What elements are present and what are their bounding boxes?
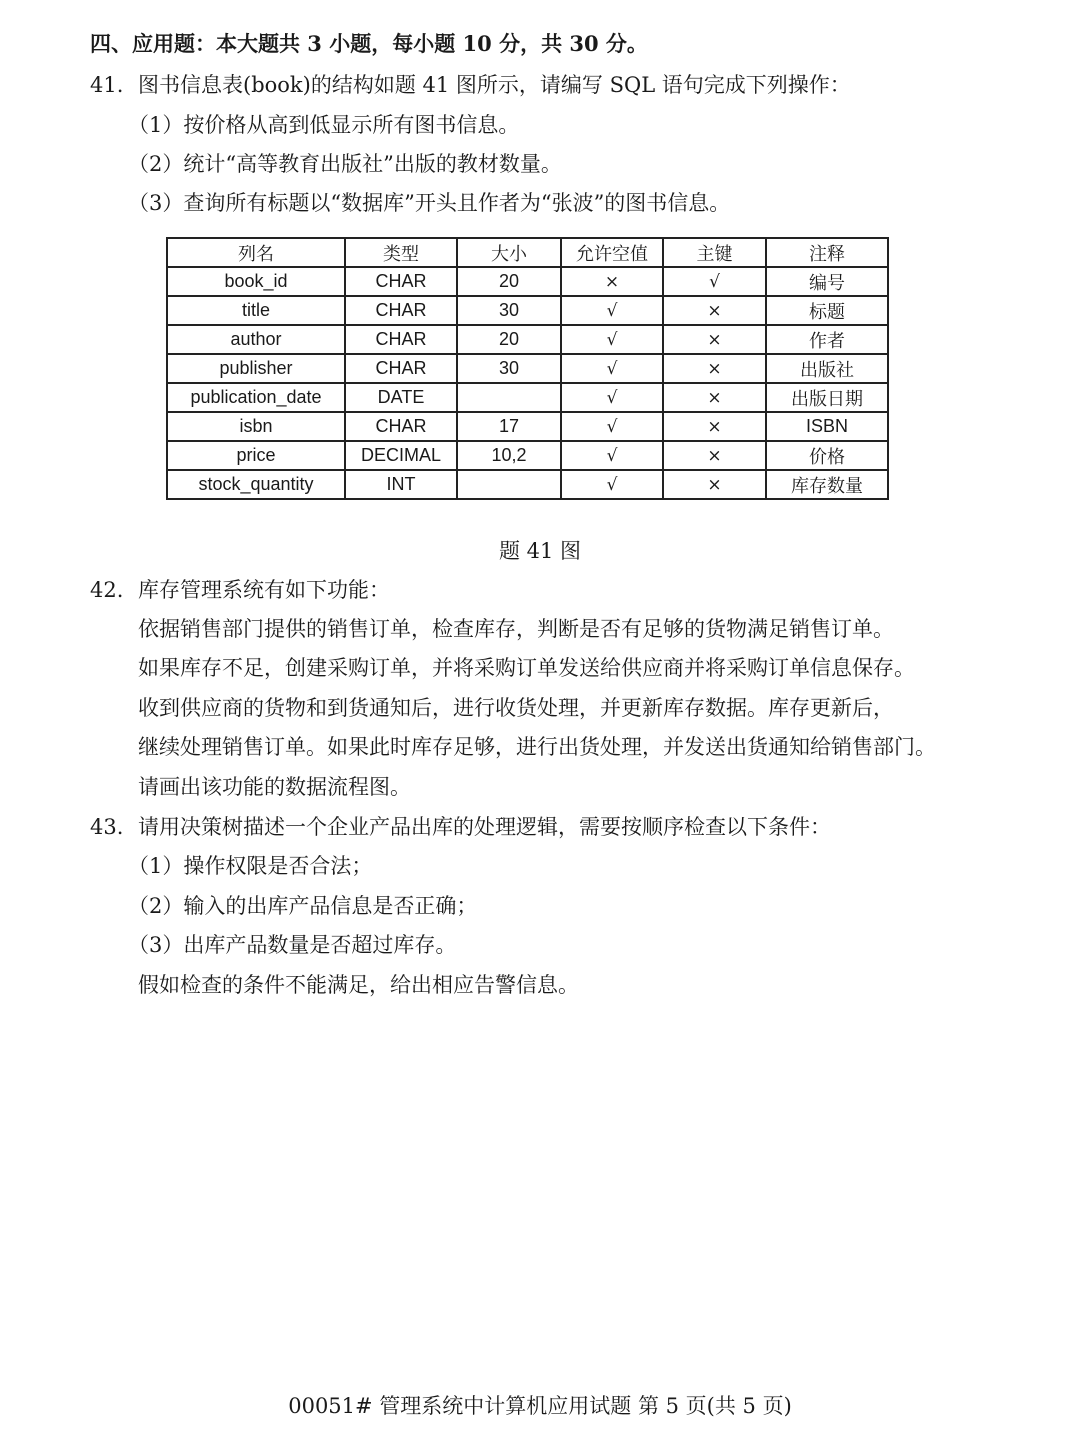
header-primary-key: 主键 — [663, 238, 766, 267]
table-row — [167, 383, 888, 412]
q42-paragraph-line: 继续处理销售订单。如果此时库存足够，进行出货处理，并发送出货通知给销售部门。 — [138, 735, 936, 759]
cell-comment: ISBN — [766, 412, 888, 441]
cell-type: CHAR — [345, 296, 457, 325]
cell-primary-key: × — [663, 383, 766, 412]
cell-primary-key: × — [663, 470, 766, 499]
cell-type: CHAR — [345, 267, 457, 296]
q42-stem: 库存管理系统有如下功能： — [138, 578, 390, 602]
cell-size: 17 — [457, 412, 561, 441]
cell-primary-key: × — [663, 412, 766, 441]
table-row — [167, 325, 888, 354]
header-comment: 注释 — [766, 238, 888, 267]
cell-comment: 标题 — [766, 296, 888, 325]
cell-size: 30 — [457, 354, 561, 383]
cell-size — [457, 470, 561, 499]
cell-type: INT — [345, 470, 457, 499]
cell-size: 20 — [457, 267, 561, 296]
q41-number: 41. — [90, 73, 124, 97]
cell-comment: 出版社 — [766, 354, 888, 383]
cell-column-name: author — [167, 325, 345, 354]
q43-item-3: （3）出库产品数量是否超过库存。 — [128, 933, 457, 957]
cell-column-name: isbn — [167, 412, 345, 441]
table-header-row — [167, 238, 888, 267]
cell-column-name: publication_date — [167, 383, 345, 412]
table-row — [167, 470, 888, 499]
q43-item-2: （2）输入的出库产品信息是否正确； — [128, 894, 478, 918]
cell-primary-key: × — [663, 441, 766, 470]
q41-item-2: （2）统计“高等教育出版社”出版的教材数量。 — [128, 152, 562, 176]
q43-number: 43. — [90, 815, 124, 839]
q42-paragraph-line: 请画出该功能的数据流程图。 — [138, 775, 411, 799]
table-row — [167, 441, 888, 470]
cell-nullable: √ — [561, 412, 663, 441]
q42-number: 42. — [90, 578, 124, 602]
q43-item-1: （1）操作权限是否合法； — [128, 854, 373, 878]
cell-type: CHAR — [345, 325, 457, 354]
table-row — [167, 412, 888, 441]
cell-nullable: √ — [561, 441, 663, 470]
cell-nullable: √ — [561, 325, 663, 354]
header-nullable: 允许空值 — [561, 238, 663, 267]
cell-nullable: √ — [561, 383, 663, 412]
cell-primary-key: × — [663, 325, 766, 354]
cell-size: 30 — [457, 296, 561, 325]
q41-item-1: （1）按价格从高到低显示所有图书信息。 — [128, 113, 520, 137]
q42-paragraph-line: 如果库存不足，创建采购订单，并将采购订单发送给供应商并将采购订单信息保存。 — [138, 656, 915, 680]
table-row — [167, 354, 888, 383]
q42-paragraph-line: 收到供应商的货物和到货通知后，进行收货处理，并更新库存数据。库存更新后， — [138, 696, 894, 720]
cell-size — [457, 383, 561, 412]
table-row — [167, 296, 888, 325]
header-size: 大小 — [457, 238, 561, 267]
cell-primary-key: × — [663, 296, 766, 325]
cell-column-name: stock_quantity — [167, 470, 345, 499]
cell-comment: 价格 — [766, 441, 888, 470]
cell-column-name: book_id — [167, 267, 345, 296]
cell-comment: 作者 — [766, 325, 888, 354]
book-structure-table — [166, 237, 889, 500]
cell-size: 20 — [457, 325, 561, 354]
header-column-name: 列名 — [167, 238, 345, 267]
page-footer: 00051# 管理系统中计算机应用试题 第 5 页(共 5 页) — [288, 1394, 792, 1418]
cell-size: 10,2 — [457, 441, 561, 470]
cell-type: DATE — [345, 383, 457, 412]
cell-column-name: price — [167, 441, 345, 470]
q43-closing: 假如检查的条件不能满足，给出相应告警信息。 — [138, 973, 579, 997]
cell-comment: 库存数量 — [766, 470, 888, 499]
q41-item-3: （3）查询所有标题以“数据库”开头且作者为“张波”的图书信息。 — [128, 191, 731, 215]
cell-column-name: publisher — [167, 354, 345, 383]
cell-comment: 出版日期 — [766, 383, 888, 412]
figure-caption: 题 41 图 — [498, 539, 582, 563]
cell-nullable: √ — [561, 470, 663, 499]
cell-column-name: title — [167, 296, 345, 325]
header-type: 类型 — [345, 238, 457, 267]
q41-stem: 图书信息表(book)的结构如题 41 图所示，请编写 SQL 语句完成下列操作： — [138, 73, 851, 97]
q42-paragraph-line: 依据销售部门提供的销售订单，检查库存，判断是否有足够的货物满足销售订单。 — [138, 617, 894, 641]
cell-type: CHAR — [345, 354, 457, 383]
cell-nullable: √ — [561, 354, 663, 383]
q43-stem: 请用决策树描述一个企业产品出库的处理逻辑，需要按顺序检查以下条件： — [138, 815, 831, 839]
cell-type: CHAR — [345, 412, 457, 441]
cell-primary-key: × — [663, 354, 766, 383]
cell-nullable: √ — [561, 296, 663, 325]
cell-nullable: × — [561, 267, 663, 296]
cell-type: DECIMAL — [345, 441, 457, 470]
cell-primary-key: √ — [663, 267, 766, 296]
table-row — [167, 267, 888, 296]
section-heading: 四、应用题：本大题共 3 小题，每小题 10 分，共 30 分。 — [90, 31, 648, 56]
cell-comment: 编号 — [766, 267, 888, 296]
